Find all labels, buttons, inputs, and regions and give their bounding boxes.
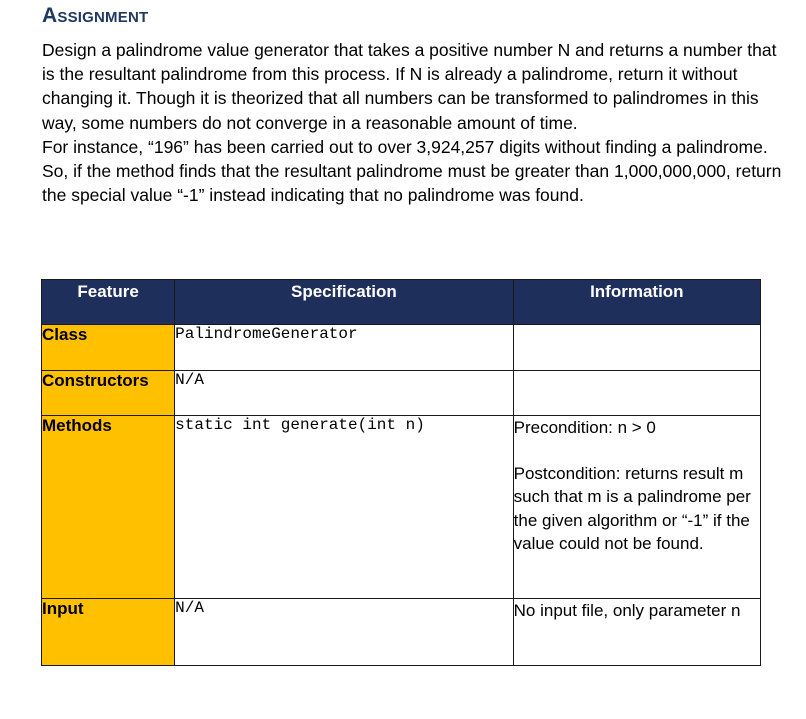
feature-cell-constructors: Constructors (42, 371, 175, 416)
specification-table (41, 279, 761, 666)
header-specification: Specification (175, 280, 513, 325)
header-feature: Feature (42, 280, 175, 325)
postcondition-text: Postcondition: returns result m such that m is a palindrome per the given algorithm or “-1” if the value could not be found. (513, 463, 751, 553)
table-row-class (42, 325, 761, 371)
feature-cell-input: Input (42, 599, 175, 666)
description-paragraph-1: Design a palindrome value generator that takes a positive number N and returns a number that is the resultant palindrome from this process. If N is already a palindrome, return it without changing it. Though it is theorized that all numbers can be transformed to palindromes in this way, some numbers do not converge in a reasonable amount of time. (42, 40, 777, 133)
spec-cell-methods: static int generate(int n) (175, 416, 513, 599)
spec-cell-input: N/A (175, 599, 513, 666)
description-paragraph-2: For instance, “196” has been carried out to over 3,924,257 digits without finding a palindrome. So, if the method finds that the resultant palindrome must be greater than 1,000,000,000, return the special value “-1” instead indicating that no palindrome was found. (42, 136, 782, 206)
table-row-input (42, 599, 761, 666)
table-header-row (42, 280, 761, 325)
table-row-methods (42, 416, 761, 599)
spec-cell-constructors: N/A (175, 371, 513, 416)
assignment-heading: Assignment (42, 4, 149, 27)
info-cell-methods (513, 416, 760, 599)
precondition-text: Precondition: n > 0 (513, 418, 656, 437)
info-cell-constructors (513, 371, 760, 416)
feature-cell-class: Class (42, 325, 175, 371)
input-info-text: No input file, only parameter n (513, 601, 741, 620)
assignment-description (42, 38, 782, 207)
info-cell-class (513, 325, 760, 371)
header-information: Information (513, 280, 760, 325)
table-row-constructors (42, 371, 761, 416)
info-cell-input (513, 599, 760, 666)
spec-cell-class: PalindromeGenerator (175, 325, 513, 371)
feature-cell-methods: Methods (42, 416, 175, 599)
